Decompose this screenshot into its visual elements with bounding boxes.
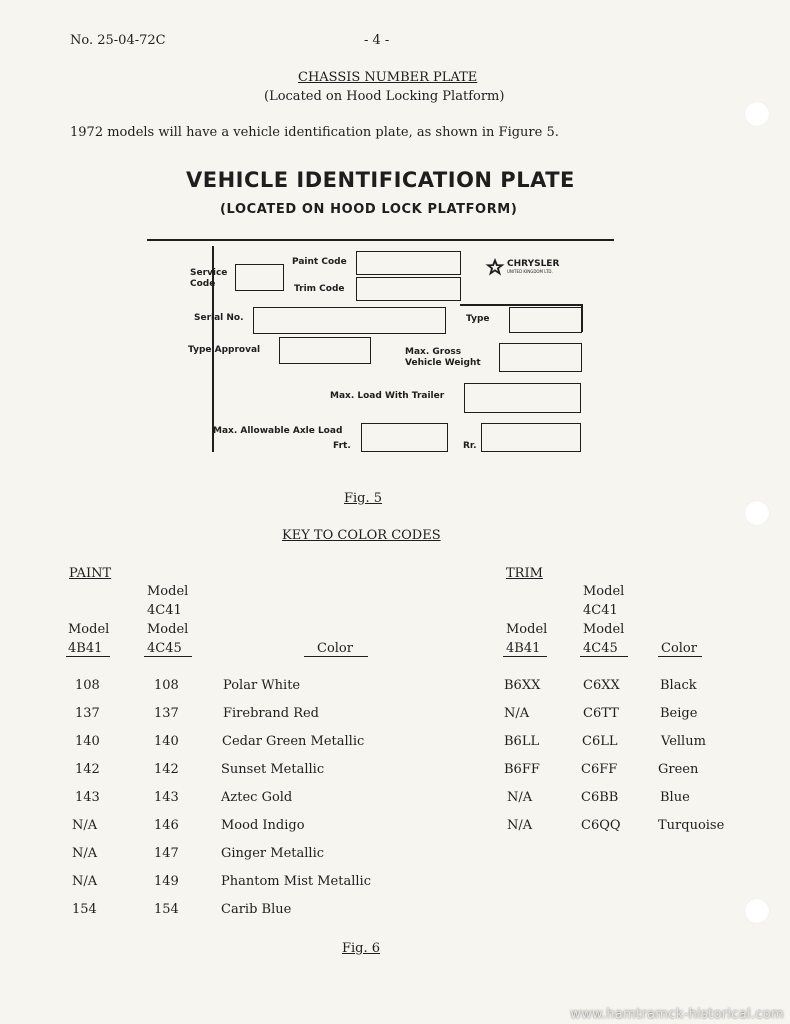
header-underline — [144, 656, 192, 657]
type-label: Type — [466, 314, 490, 324]
trim-code-a: B6FF — [504, 762, 540, 777]
paint-code-b: 137 — [154, 706, 179, 721]
section-title: CHASSIS NUMBER PLATE — [298, 70, 478, 85]
code-label: Code — [190, 279, 216, 289]
color-name: Phantom Mist Metallic — [221, 874, 371, 889]
paint-code-a: 154 — [72, 902, 97, 917]
table-row — [0, 902, 790, 922]
color-name: Firebrand Red — [223, 706, 320, 721]
figure-5-caption: Fig. 5 — [344, 491, 383, 506]
page-number: - 4 - — [364, 33, 390, 48]
trim-code-a: N/A — [504, 706, 530, 721]
max-gross-label: Max. Gross — [405, 347, 462, 357]
paint-code-b: 140 — [154, 734, 179, 749]
plate-subtitle: (LOCATED ON HOOD LOCK PLATFORM) — [220, 202, 518, 217]
rr-label: Rr. — [463, 441, 477, 451]
paint-model-a: 4B41 — [68, 641, 103, 656]
color-name: Carib Blue — [221, 902, 292, 917]
max-load-trailer-field — [464, 383, 581, 413]
trim-code-field — [356, 277, 461, 301]
header-underline — [658, 656, 702, 657]
paint-heading: PAINT — [69, 566, 112, 581]
table-row — [0, 678, 790, 698]
trim-code-a: N/A — [507, 818, 533, 833]
rear-axle-load-field — [481, 423, 581, 452]
paint-color-header: Color — [317, 641, 353, 656]
paint-code-b: 146 — [154, 818, 179, 833]
header-underline — [304, 656, 368, 657]
type-field — [509, 307, 582, 333]
plate-inner-rule — [460, 304, 582, 306]
paint-model-b2: 4C45 — [147, 641, 182, 656]
plate-top-rule — [147, 239, 614, 241]
paint-code-a: N/A — [72, 818, 98, 833]
paint-model-a-label: Model — [68, 622, 110, 637]
table-row — [0, 874, 790, 894]
trim-color: Beige — [660, 706, 698, 721]
table-row — [0, 790, 790, 810]
serial-no-field — [253, 307, 446, 334]
trim-code-b: C6BB — [581, 790, 619, 805]
paint-code-b: 154 — [154, 902, 179, 917]
service-code-field — [235, 264, 284, 291]
paint-code-a: 108 — [75, 678, 100, 693]
type-approval-field — [279, 337, 371, 364]
header-underline — [503, 656, 547, 657]
trim-code-a: B6XX — [504, 678, 541, 693]
front-axle-load-field — [361, 423, 448, 452]
max-axle-load-label: Max. Allowable Axle Load — [213, 426, 343, 436]
paint-model-b-label-1: Model — [147, 584, 189, 599]
color-name: Ginger Metallic — [221, 846, 325, 861]
trim-model-b1: 4C41 — [583, 603, 618, 618]
paint-model-b1: 4C41 — [147, 603, 182, 618]
document-number: No. 25-04-72C — [70, 33, 166, 48]
table-row — [0, 762, 790, 782]
logo-subtext: UNITED KINGDOM LTD. — [507, 269, 553, 274]
paint-code-a: N/A — [72, 874, 98, 889]
trim-model-b-label-1: Model — [583, 584, 625, 599]
paint-code-a: 143 — [75, 790, 100, 805]
trim-color: Green — [658, 762, 699, 777]
paint-code-b: 147 — [154, 846, 179, 861]
paint-code-a: 140 — [75, 734, 100, 749]
vehicle-weight-label: Vehicle Weight — [405, 358, 481, 368]
paint-code-b: 143 — [154, 790, 179, 805]
trim-code-b: C6FF — [581, 762, 618, 777]
trim-code-b: C6LL — [582, 734, 618, 749]
trim-code-b: C6TT — [583, 706, 619, 721]
trim-code-a: B6LL — [504, 734, 540, 749]
trim-model-a: 4B41 — [506, 641, 541, 656]
color-name: Polar White — [223, 678, 301, 693]
punch-hole — [744, 101, 770, 127]
trim-code-label: Trim Code — [294, 284, 345, 294]
trim-code-b: C6QQ — [581, 818, 621, 833]
color-name: Aztec Gold — [221, 790, 293, 805]
header-underline — [66, 656, 110, 657]
header-underline — [580, 656, 628, 657]
trim-code-a: N/A — [507, 790, 533, 805]
paint-code-a: N/A — [72, 846, 98, 861]
color-name: Sunset Metallic — [221, 762, 325, 777]
paint-code-a: 142 — [75, 762, 100, 777]
table-row — [0, 706, 790, 726]
max-gross-weight-field — [499, 343, 582, 372]
trim-model-a-label: Model — [506, 622, 548, 637]
watermark: www.hamtramck-historical.com — [570, 1007, 784, 1022]
table-row — [0, 818, 790, 838]
color-name: Cedar Green Metallic — [222, 734, 365, 749]
intro-paragraph: 1972 models will have a vehicle identification plate, as shown in Figure 5. — [70, 125, 559, 140]
trim-model-b-label-2: Model — [583, 622, 625, 637]
paint-code-b: 149 — [154, 874, 179, 889]
punch-hole — [744, 500, 770, 526]
pentastar-icon — [485, 257, 505, 277]
trim-model-b2: 4C45 — [583, 641, 618, 656]
trim-color: Turquoise — [658, 818, 725, 833]
frt-label: Frt. — [333, 441, 351, 451]
plate-title: VEHICLE IDENTIFICATION PLATE — [186, 168, 575, 192]
trim-color: Black — [660, 678, 697, 693]
paint-code-b: 142 — [154, 762, 179, 777]
paint-code-label: Paint Code — [292, 257, 347, 267]
paint-model-b-label-2: Model — [147, 622, 189, 637]
paint-code-a: 137 — [75, 706, 100, 721]
trim-code-b: C6XX — [583, 678, 620, 693]
color-key-title: KEY TO COLOR CODES — [282, 528, 441, 543]
paint-code-field — [356, 251, 461, 275]
table-row — [0, 846, 790, 866]
type-approval-label: Type Approval — [188, 345, 261, 355]
section-subtitle: (Located on Hood Locking Platform) — [264, 89, 505, 104]
logo-text: CHRYSLER — [507, 259, 560, 269]
max-load-trailer-label: Max. Load With Trailer — [330, 391, 445, 401]
paint-code-b: 108 — [154, 678, 179, 693]
service-label: Service — [190, 268, 228, 278]
color-name: Mood Indigo — [221, 818, 305, 833]
figure-6-caption: Fig. 6 — [342, 941, 381, 956]
trim-color: Blue — [660, 790, 690, 805]
trim-color: Vellum — [661, 734, 706, 749]
trim-heading: TRIM — [506, 566, 543, 581]
serial-no-label: Serial No. — [194, 313, 244, 323]
table-row — [0, 734, 790, 754]
trim-color-header: Color — [661, 641, 697, 656]
